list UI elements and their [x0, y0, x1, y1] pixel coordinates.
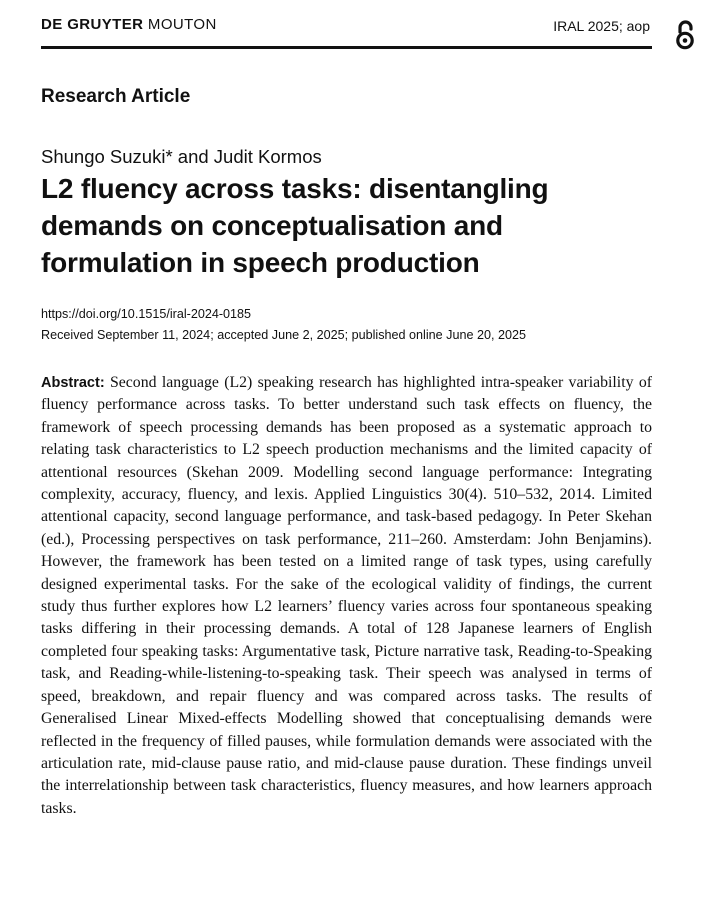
article-title: [41, 170, 671, 281]
authors: Shungo Suzuki* and Judit Kormos: [41, 146, 322, 167]
header-divider: [41, 46, 652, 49]
publisher-logo: [41, 15, 217, 35]
article-type: Research Article: [41, 86, 191, 107]
publication-dates: Received September 11, 2024; accepted June 2, 2025; published online June 20, 2025: [41, 328, 526, 342]
publisher-name: DE GRUYTER: [41, 16, 144, 33]
abstract: [41, 372, 652, 820]
abstract-label: Abstract:: [41, 375, 105, 391]
title-line: L2 fluency across tasks: disentangling: [41, 173, 549, 204]
title-line: formulation in speech production: [41, 247, 480, 278]
abstract-text: Second language (L2) speaking research has highlighted intra-speaker variability of fluency performance across tasks. To better understand such task effects on fluency, the framework of speech processing demands has been proposed as a systematic approach to relating task characteristics to L2 speech production mechanisms and the limited capacity of attentional resources (Skehan 2009. Modelling second language performance: Integrating complexity, accuracy, fluency, and lexis. Applied Linguistics 30(4). 510–532, 2014. Limited attentional capacity, second language performance, and task-based pedagogy. In Peter Skehan (ed.), Processing perspectives on task performance, 211–260. Amsterdam: John Benjamins). However, the framework has been tested on a limited range of task types, using carefully designed experimental tasks. For the sake of the ecological validity of findings, the current study thus further explores how L2 learners’ fluency varies across four spontaneous speaking tasks differing in their processing demands. A total of 128 Japanese learners of English completed four speaking tasks: Argumentative task, Picture narrative task, Reading-to-Speaking task, and Reading-while-listening-to-speaking task. Their speech was analysed in terms of speed, breakdown, and repair fluency and was compared across tasks. The results of Generalised Linear Mixed-effects Modelling showed that conceptualising demands were reflected in the frequency of filled pauses, while formulation demands were associated with the articulation rate, mid-clause pause ratio, and mid-clause pause duration. These findings unveil the interrelationship between task characteristics, fluency measures, and how learners approach tasks.: [41, 374, 652, 817]
journal-reference: IRAL 2025; aop: [553, 18, 650, 34]
doi-link[interactable]: https://doi.org/10.1515/iral-2024-0185: [41, 307, 252, 321]
title-line: demands on conceptualisation and: [41, 210, 503, 241]
publisher-imprint: MOUTON: [147, 16, 217, 33]
open-access-icon: [674, 19, 696, 51]
